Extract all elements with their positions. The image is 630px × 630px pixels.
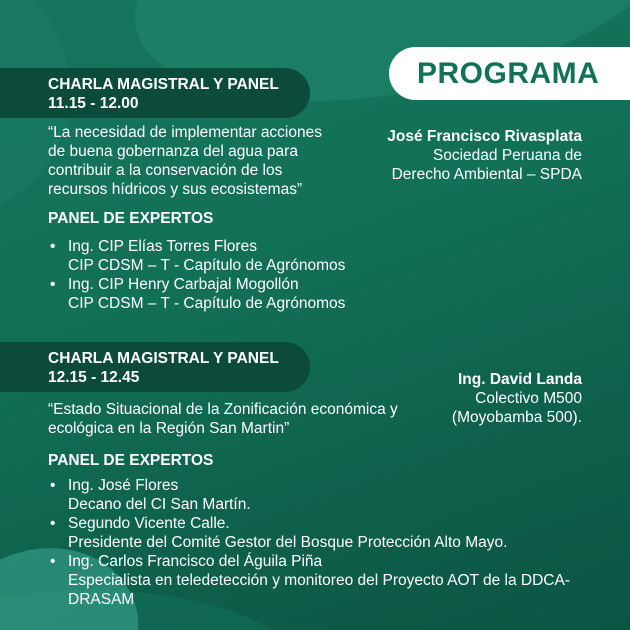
quote-line: ecológica en la Región San Martin” — [48, 420, 290, 437]
list-item — [48, 476, 570, 514]
session-1-panel-title: PANEL DE EXPERTOS — [48, 210, 214, 227]
list-item — [48, 237, 345, 275]
bullet-icon: • — [50, 515, 56, 532]
bullet-icon: • — [50, 477, 56, 494]
session-1-experts-list — [48, 237, 345, 313]
session-1-quote — [48, 123, 322, 199]
expert-detail: Decano del CI San Martín. — [68, 496, 251, 513]
bullet-icon: • — [50, 238, 56, 255]
list-item — [48, 275, 345, 313]
speaker-affiliation: Derecho Ambiental – SPDA — [391, 166, 582, 183]
list-item — [48, 514, 570, 552]
session-2-header — [0, 342, 310, 392]
session-2-time: 12.15 - 12.45 — [48, 369, 140, 386]
expert-name: Segundo Vicente Calle. — [68, 515, 230, 532]
quote-line: “Estado Situacional de la Zonificación económica y — [48, 401, 398, 418]
session-2-panel-title: PANEL DE EXPERTOS — [48, 452, 214, 469]
session-2-experts-list — [48, 476, 570, 609]
expert-name: Ing. CIP Henry Carbajal Mogollón — [68, 276, 299, 293]
speaker-affiliation: Sociedad Peruana de — [432, 147, 582, 164]
speaker-affiliation: (Moyobamba 500). — [451, 409, 582, 426]
programa-badge — [389, 47, 630, 100]
bullet-icon: • — [50, 553, 56, 570]
speaker-name: Ing. David Landa — [457, 371, 582, 388]
expert-detail: Especialista en teledetección y monitoreo del Proyecto AOT de la DDCA- — [68, 572, 570, 589]
session-1-heading: CHARLA MAGISTRAL Y PANEL — [48, 76, 279, 93]
expert-name: Ing. José Flores — [68, 477, 179, 494]
session-1-speaker — [387, 127, 582, 184]
expert-name: Ing. CIP Elías Torres Flores — [68, 238, 257, 255]
expert-detail: DRASAM — [68, 591, 135, 608]
session-2-heading: CHARLA MAGISTRAL Y PANEL — [48, 350, 279, 367]
speaker-affiliation: Colectivo M500 — [475, 390, 582, 407]
speaker-name: José Francisco Rivasplata — [387, 128, 582, 145]
expert-detail: CIP CDSM – T - Capítulo de Agrónomos — [68, 295, 346, 312]
bullet-icon: • — [50, 276, 56, 293]
session-2-speaker — [452, 370, 582, 427]
programa-badge-label: PROGRAMA — [417, 56, 600, 90]
expert-detail: Presidente del Comité Gestor del Bosque Protección Alto Mayo. — [68, 534, 508, 551]
session-2-quote — [48, 400, 398, 438]
quote-line: contribuir a la conservación de los — [48, 162, 283, 179]
quote-line: de buena gobernanza del agua para — [48, 143, 298, 160]
expert-detail: CIP CDSM – T - Capítulo de Agrónomos — [68, 257, 346, 274]
expert-name: Ing. Carlos Francisco del Águila Piña — [68, 553, 323, 570]
session-1-time: 11.15 - 12.00 — [48, 95, 139, 112]
quote-line: “La necesidad de implementar acciones — [48, 124, 322, 141]
quote-line: recursos hídricos y sus ecosistemas” — [48, 181, 303, 198]
list-item — [48, 552, 570, 609]
session-1-header — [0, 68, 310, 118]
